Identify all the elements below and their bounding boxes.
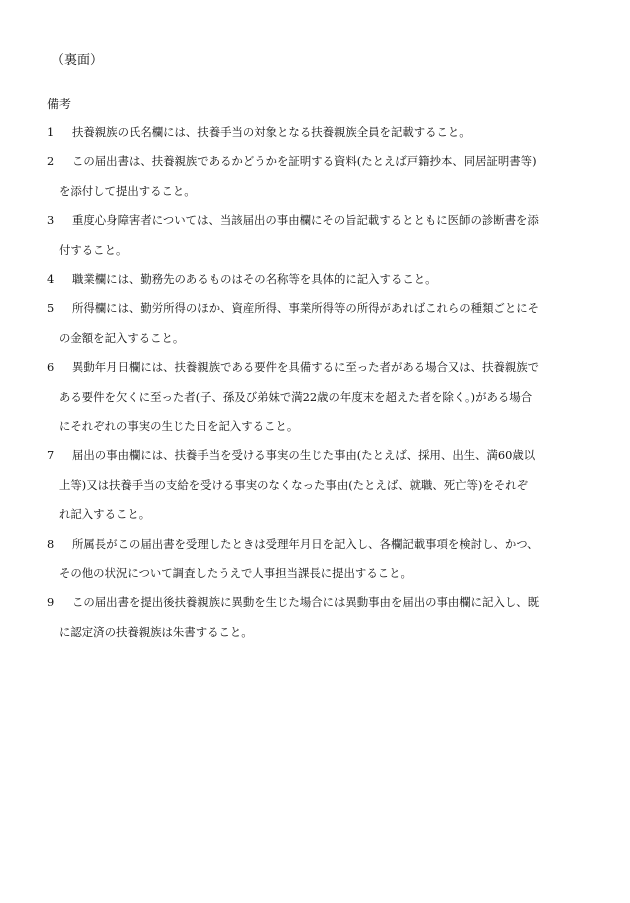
remark-number: 9 — [47, 595, 55, 610]
remark-text-line: にそれぞれの事実の生じた日を記入すること。 — [59, 419, 299, 433]
remark-text-line: 上等)又は扶養手当の支給を受ける事実のなくなった事由(たとえば、就職、死亡等)をそれぞ — [59, 477, 528, 492]
remark-text-line: 届出の事由欄には、扶養手当を受ける事実の生じた事由(たとえば、採用、出生、満60歳以 — [72, 448, 536, 463]
side-label: （裏面） — [51, 53, 104, 68]
remark-text-line: 職業欄には、勤務先のあるものはその名称等を具体的に記入すること。 — [72, 272, 437, 286]
remarks-title: 備考 — [47, 97, 72, 111]
remark-text-line: 異動年月日欄には、扶養親族である要件を具備するに至った者がある場合又は、扶養親族で — [72, 360, 540, 375]
remark-text-line: この届出書を提出後扶養親族に異動を生じた場合には異動事由を届出の事由欄に記入し、既 — [72, 595, 540, 610]
remark-text-line: この届出書は、扶養親族であるかどうかを証明する資料(たとえば戸籍抄本、同居証明書等) — [72, 154, 537, 169]
remark-number: 8 — [47, 536, 55, 551]
remark-text-line: を添付して提出すること。 — [59, 183, 196, 198]
remark-number: 2 — [47, 154, 55, 169]
remark-text-line: 扶養親族の氏名欄には、扶養手当の対象となる扶養親族全員を記載すること。 — [72, 125, 471, 139]
remark-text-line: 所得欄には、勤労所得のほか、資産所得、事業所得等の所得があればこれらの種類ごとにそ — [72, 301, 540, 316]
remark-number: 1 — [47, 125, 55, 139]
remark-number: 4 — [47, 272, 55, 286]
remark-text-line: に認定済の扶養親族は朱書すること。 — [59, 624, 253, 639]
remark-number: 5 — [47, 301, 55, 316]
remark-text-line: ある要件を欠くに至った者(子、孫及び弟妹で満22歳の年度末を超えた者を除く。)がある場合 — [59, 389, 533, 404]
remark-number: 6 — [47, 360, 55, 375]
remark-text-line: 付すること。 — [59, 242, 128, 257]
remark-text-line: 所属長がこの届出書を受理したときは受理年月日を記入し、各欄記載事項を検討し、かつ、 — [72, 536, 539, 551]
remark-text-line: の金額を記入すること。 — [59, 330, 185, 345]
remark-number: 7 — [47, 448, 55, 463]
remark-text-line: 重度心身障害者については、当該届出の事由欄にその旨記載するとともに医師の診断書を添 — [72, 213, 539, 228]
remark-text-line: その他の状況について調査したうえで人事担当課長に提出すること。 — [59, 566, 412, 580]
remark-number: 3 — [47, 213, 55, 228]
remark-text-line: れ記入すること。 — [59, 507, 151, 522]
